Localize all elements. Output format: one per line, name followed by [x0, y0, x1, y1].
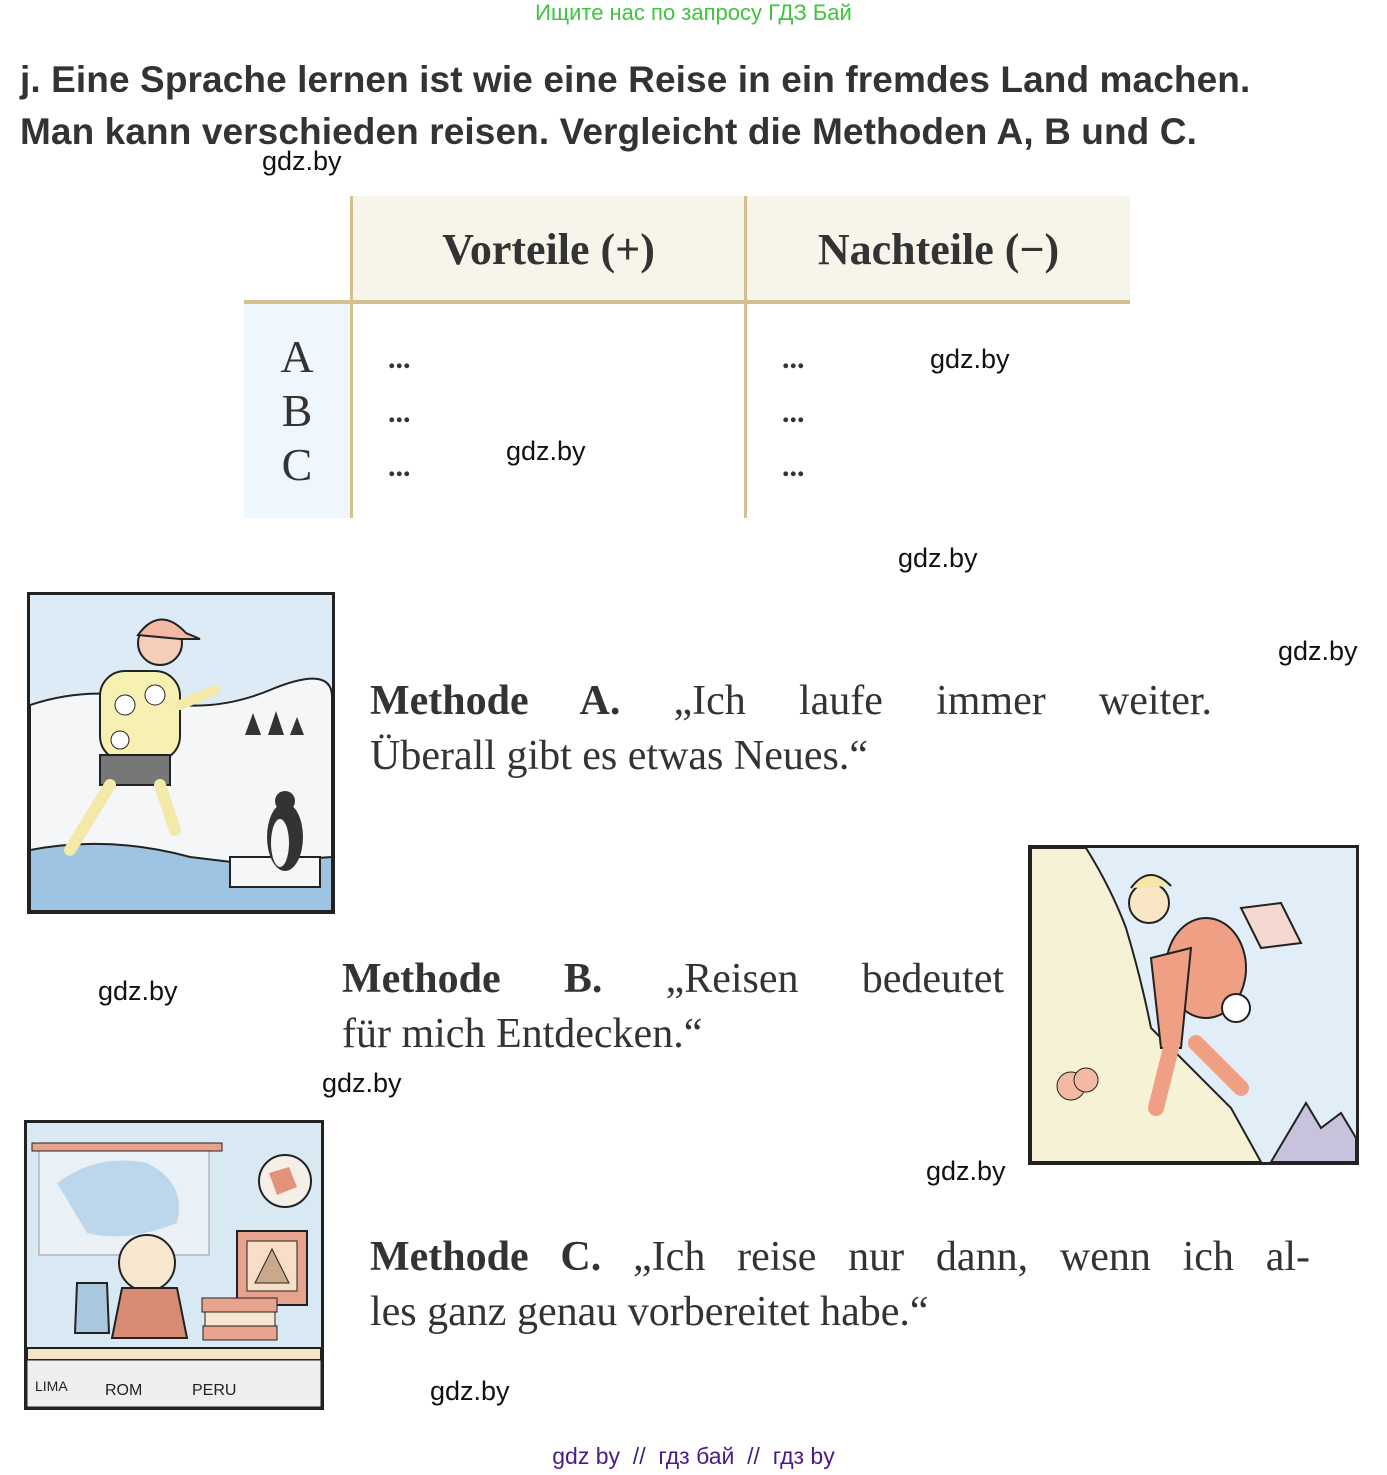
penguin-ice-scene-icon — [30, 595, 332, 911]
illustration-method-c — [24, 1120, 324, 1410]
method-a-text — [370, 674, 1212, 784]
header-advantages: Vorteile (+) — [442, 225, 655, 274]
method-c-quote-line-2: les ganz genau vorbereitet habe.“ — [370, 1289, 929, 1335]
watermark: gdz.by — [898, 543, 978, 573]
row-label-a: A — [280, 331, 314, 382]
desk-label-peru: PERU — [192, 1382, 237, 1399]
watermark: gdz.by — [98, 976, 178, 1006]
method-b-quote-line-2: für mich Entdecken.“ — [342, 1011, 703, 1057]
watermark: gdz.by — [322, 1068, 402, 1098]
header-disadvantages: Nachteile (−) — [817, 225, 1060, 274]
watermark: gdz.by — [430, 1376, 510, 1406]
desk-label-lima: LIMA — [35, 1378, 68, 1394]
cell-a-advantages: ... — [388, 342, 411, 375]
watermark: gdz.by — [926, 1156, 1006, 1186]
method-c-quote-line-1: „Ich reise nur dann, wenn ich al- — [633, 1234, 1311, 1280]
method-b-label: Methode B. — [342, 956, 603, 1002]
method-c-text — [370, 1230, 1310, 1340]
method-a-quote-line-1: „Ich laufe immer weiter. — [673, 678, 1213, 724]
row-label-c: C — [281, 439, 313, 490]
illustration-method-a — [27, 592, 335, 914]
cell-c-disadvantages: ... — [782, 450, 805, 483]
watermark: gdz.by — [506, 436, 586, 466]
header-divider — [244, 300, 1130, 304]
desk-label-rom: ROM — [105, 1382, 143, 1399]
method-b-text — [342, 952, 1004, 1062]
watermark: gdz.by — [1278, 636, 1358, 666]
method-a-quote-line-2: Überall gibt es etwas Neues.“ — [370, 733, 868, 779]
cell-a-disadvantages: ... — [782, 342, 805, 375]
row-label-b: B — [281, 385, 313, 436]
task-heading-line-1: j. Eine Sprache lernen ist wie eine Reise in ein fremdes Land machen. — [20, 59, 1251, 100]
cell-b-advantages: ... — [388, 396, 411, 429]
search-hint-banner: Ищите нас по запросу ГДЗ Бай — [535, 0, 852, 25]
cell-b-disadvantages: ... — [782, 396, 805, 429]
footer-links: gdz by // гдз бай // гдз by — [552, 1443, 835, 1469]
cliff-climber-scene-icon — [1031, 848, 1356, 1162]
illustration-method-b — [1028, 845, 1359, 1165]
method-c-label: Methode C. — [370, 1234, 602, 1280]
study-desk-scene-icon — [27, 1123, 321, 1407]
method-a-label: Methode A. — [370, 678, 621, 724]
watermark: gdz.by — [930, 344, 1010, 374]
task-heading — [20, 54, 1250, 158]
method-b-quote-line-1: „Reisen bedeutet — [665, 956, 1005, 1002]
watermark: gdz.by — [262, 146, 342, 176]
task-heading-line-2: Man kann verschieden reisen. Vergleicht die Methoden A, B und C. — [20, 111, 1197, 152]
cell-c-advantages: ... — [388, 450, 411, 483]
